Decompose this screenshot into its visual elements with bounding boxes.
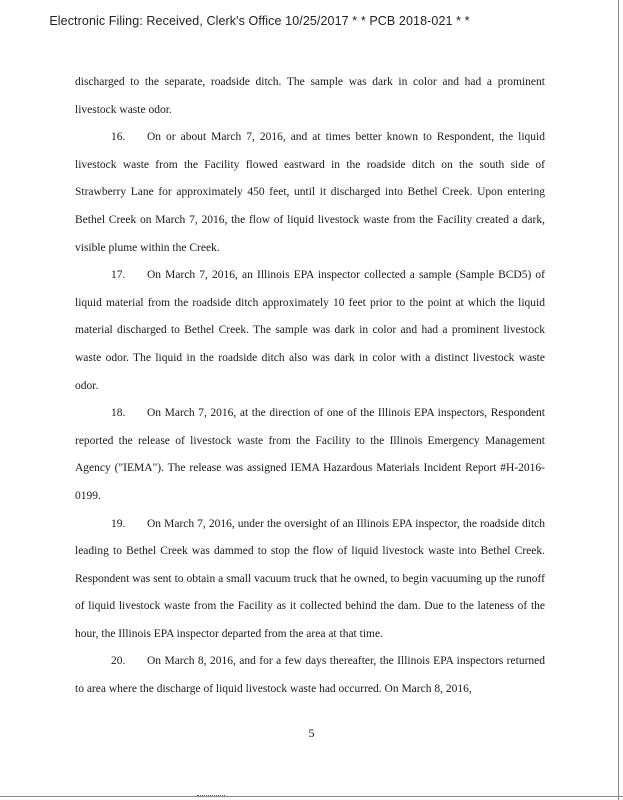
paragraph-text: On March 7, 2016, under the oversight of an Illinois EPA inspector, the roadside ditch leading to Bethel Creek was dammed to stop the flow of liquid livestock waste into Bethel Creek. Respondent was sent to obtain a small vacuum truck that he owned, to begin vacuuming up the runoff of liquid livestock waste from the Facility as it collected behind the dam. Due to the lateness of the hour, the Illinois EPA inspector departed from the area at that time. [75, 517, 545, 640]
page-edge-right [618, 0, 619, 800]
paragraph-number: 19. [111, 517, 126, 530]
paragraph-continuation [75, 69, 545, 124]
paragraph-text: On March 7, 2016, at the direction of one of the Illinois EPA inspectors, Respondent reported the release of livestock waste from the Facility to the Illinois Emergency Management Agency ("IEMA"). The release was assigned IEMA Hazardous Materials Incident Report #H-2016-0199. [75, 407, 545, 502]
paragraph-text: On March 8, 2016, and for a few days thereafter, the Illinois EPA inspectors returned to area where the discharge of liquid livestock waste had occurred. On March 8, 2016, [75, 655, 545, 696]
paragraph-text: On March 7, 2016, an Illinois EPA inspector collected a sample (Sample BCD5) of liquid material from the roadside ditch approximately 10 feet prior to the point at which the liquid material discharged to Bethel Creek. The sample was dark in color and had a prominent livestock waste odor. The liquid in the roadside ditch also was dark in color with a distinct livestock waste odor. [75, 269, 545, 392]
document-body [75, 69, 545, 704]
paragraph-18 [75, 400, 545, 510]
paragraph-number: 20. [111, 655, 126, 668]
paragraph-text: discharged to the separate, roadside ditch. The sample was dark in color and had a prominent livestock waste odor. [75, 76, 545, 116]
page-number: 5 [308, 726, 315, 740]
paragraph-number: 18. [111, 407, 126, 420]
paragraph-17 [75, 262, 545, 400]
paragraph-20 [75, 648, 545, 703]
paragraph-16 [75, 124, 545, 262]
page-edge-bottom [0, 796, 623, 797]
paragraph-number: 16. [111, 131, 126, 144]
paragraph-text: On or about March 7, 2016, and at times better known to Respondent, the liquid livestock waste from the Facility flowed eastward in the roadside ditch on the south side of Strawberry Lane for approximately 450 feet, until it discharged into Bethel Creek. Upon entering Bethel Creek on March 7, 2016, the flow of liquid livestock waste from the Facility created a dark, visible plume within the Creek. [75, 131, 545, 254]
paragraph-19 [75, 511, 545, 649]
paragraph-number: 17. [111, 269, 126, 282]
electronic-filing-stamp: Electronic Filing: Received, Clerk's Office 10/25/2017 * * PCB 2018-021 * * [49, 14, 470, 28]
